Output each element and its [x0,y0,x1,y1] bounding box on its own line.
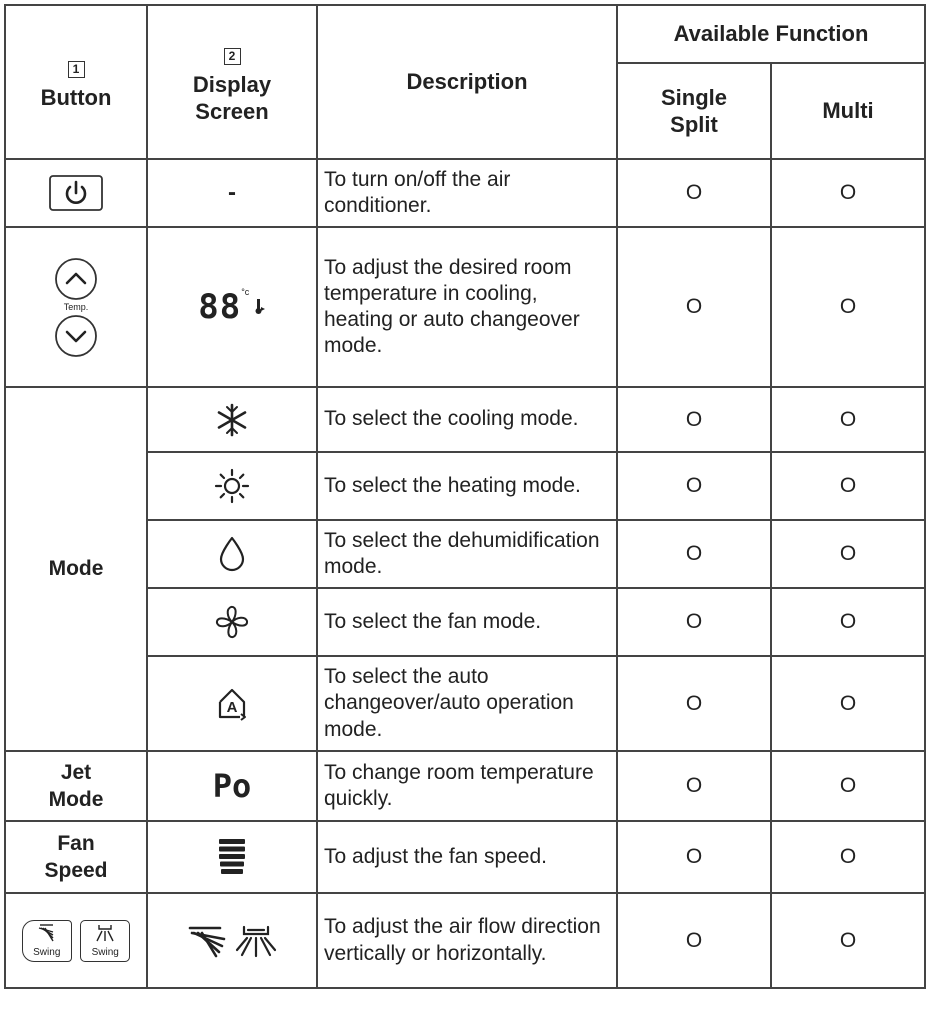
temp-button-cell [5,227,147,387]
table-row-fanspeed [5,821,925,893]
horizontal-airflow-icon [234,924,278,958]
swing-multi: O [771,893,925,988]
power-button-cell [5,159,147,227]
single-split-label-1: Single [660,84,727,110]
vertical-airflow-icon [186,924,230,958]
table-row-jet [5,751,925,821]
fan-description: To select the fan mode. [317,588,617,656]
dehum-single: O [617,520,771,588]
dehum-display-cell [147,520,317,588]
auto-mode-letter: A [226,698,238,716]
snowflake-icon [214,402,250,438]
water-drop-icon [217,535,247,573]
swing-single: O [617,893,771,988]
available-function-header: Available Function [617,5,925,63]
thermometer-icon [254,298,266,316]
fanspeed-label-2: Speed [44,859,108,882]
fan-speed-bars-icon [217,837,247,877]
vertical-swing-label: Swing [33,946,61,958]
jet-button-label [5,751,147,821]
fanspeed-button-label [5,821,147,893]
table-row-cool [5,387,925,452]
dehum-multi: O [771,520,925,588]
horizontal-swing-icon [94,923,116,943]
temp-display-digits: 88 [198,287,242,327]
mode-button-label: Mode [5,387,147,751]
sun-icon [214,468,250,504]
description-header: Description [317,5,617,159]
single-split-header [617,63,771,159]
fan-display-cell [147,588,317,656]
jet-description: To change room temperature quickly. [317,751,617,821]
auto-multi: O [771,656,925,751]
power-display-cell: - [147,159,317,227]
multi-header: Multi [771,63,925,159]
temp-up-icon [53,256,99,302]
temp-description: To adjust the desired room temperature in cooling, heating or auto changeover mode. [317,227,617,387]
auto-single: O [617,656,771,751]
fanspeed-multi: O [771,821,925,893]
heat-single: O [617,452,771,520]
vertical-swing-icon [36,923,58,943]
swing-button-cell [5,893,147,988]
fan-icon [213,603,251,641]
jet-multi: O [771,751,925,821]
swing-description: To adjust the air flow direction vertically or horizontally. [317,893,617,988]
table-row-power [5,159,925,227]
auto-description: To select the auto changeover/auto operation mode. [317,656,617,751]
fanspeed-description: To adjust the fan speed. [317,821,617,893]
heat-display-cell [147,452,317,520]
display-header [147,5,317,159]
temp-button-label: Temp. [63,301,89,312]
dehum-description: To select the dehumidification mode. [317,520,617,588]
cool-display-cell [147,387,317,452]
cool-description: To select the cooling mode. [317,387,617,452]
power-button-icon [48,174,104,212]
display-header-number: 2 [224,48,241,65]
fanspeed-display-cell [147,821,317,893]
jet-single: O [617,751,771,821]
power-description: To turn on/off the air conditioner. [317,159,617,227]
button-header-number: 1 [68,61,85,78]
button-header [5,5,147,159]
jet-display-cell [147,751,317,821]
jet-label-1: Jet [60,760,92,784]
single-split-label-2: Split [670,112,718,137]
table-row-temp [5,227,925,387]
vertical-swing-button [22,920,72,962]
header-row-1 [5,5,925,63]
auto-display-cell [147,656,317,751]
temp-single: O [617,227,771,387]
function-table [4,4,926,989]
temp-display-cell [147,227,317,387]
heat-multi: O [771,452,925,520]
temp-multi: O [771,227,925,387]
table-row-swing [5,893,925,988]
fanspeed-single: O [617,821,771,893]
jet-label-2: Mode [48,788,104,811]
power-single: O [617,159,771,227]
fan-single: O [617,588,771,656]
auto-mode-icon [212,684,252,724]
horizontal-swing-button [80,920,130,962]
swing-display-cell [147,893,317,988]
display-header-label-1: Display [192,71,272,97]
temp-display-unit: °c [241,287,250,297]
fanspeed-label-1: Fan [57,831,95,855]
heat-description: To select the heating mode. [317,452,617,520]
cool-multi: O [771,387,925,452]
cool-single: O [617,387,771,452]
jet-display-text: Po [212,767,252,805]
fan-multi: O [771,588,925,656]
horizontal-swing-label: Swing [91,946,119,958]
button-header-label: Button [40,85,112,111]
power-multi: O [771,159,925,227]
temp-down-icon [53,313,99,359]
display-header-label-2: Screen [195,99,269,124]
